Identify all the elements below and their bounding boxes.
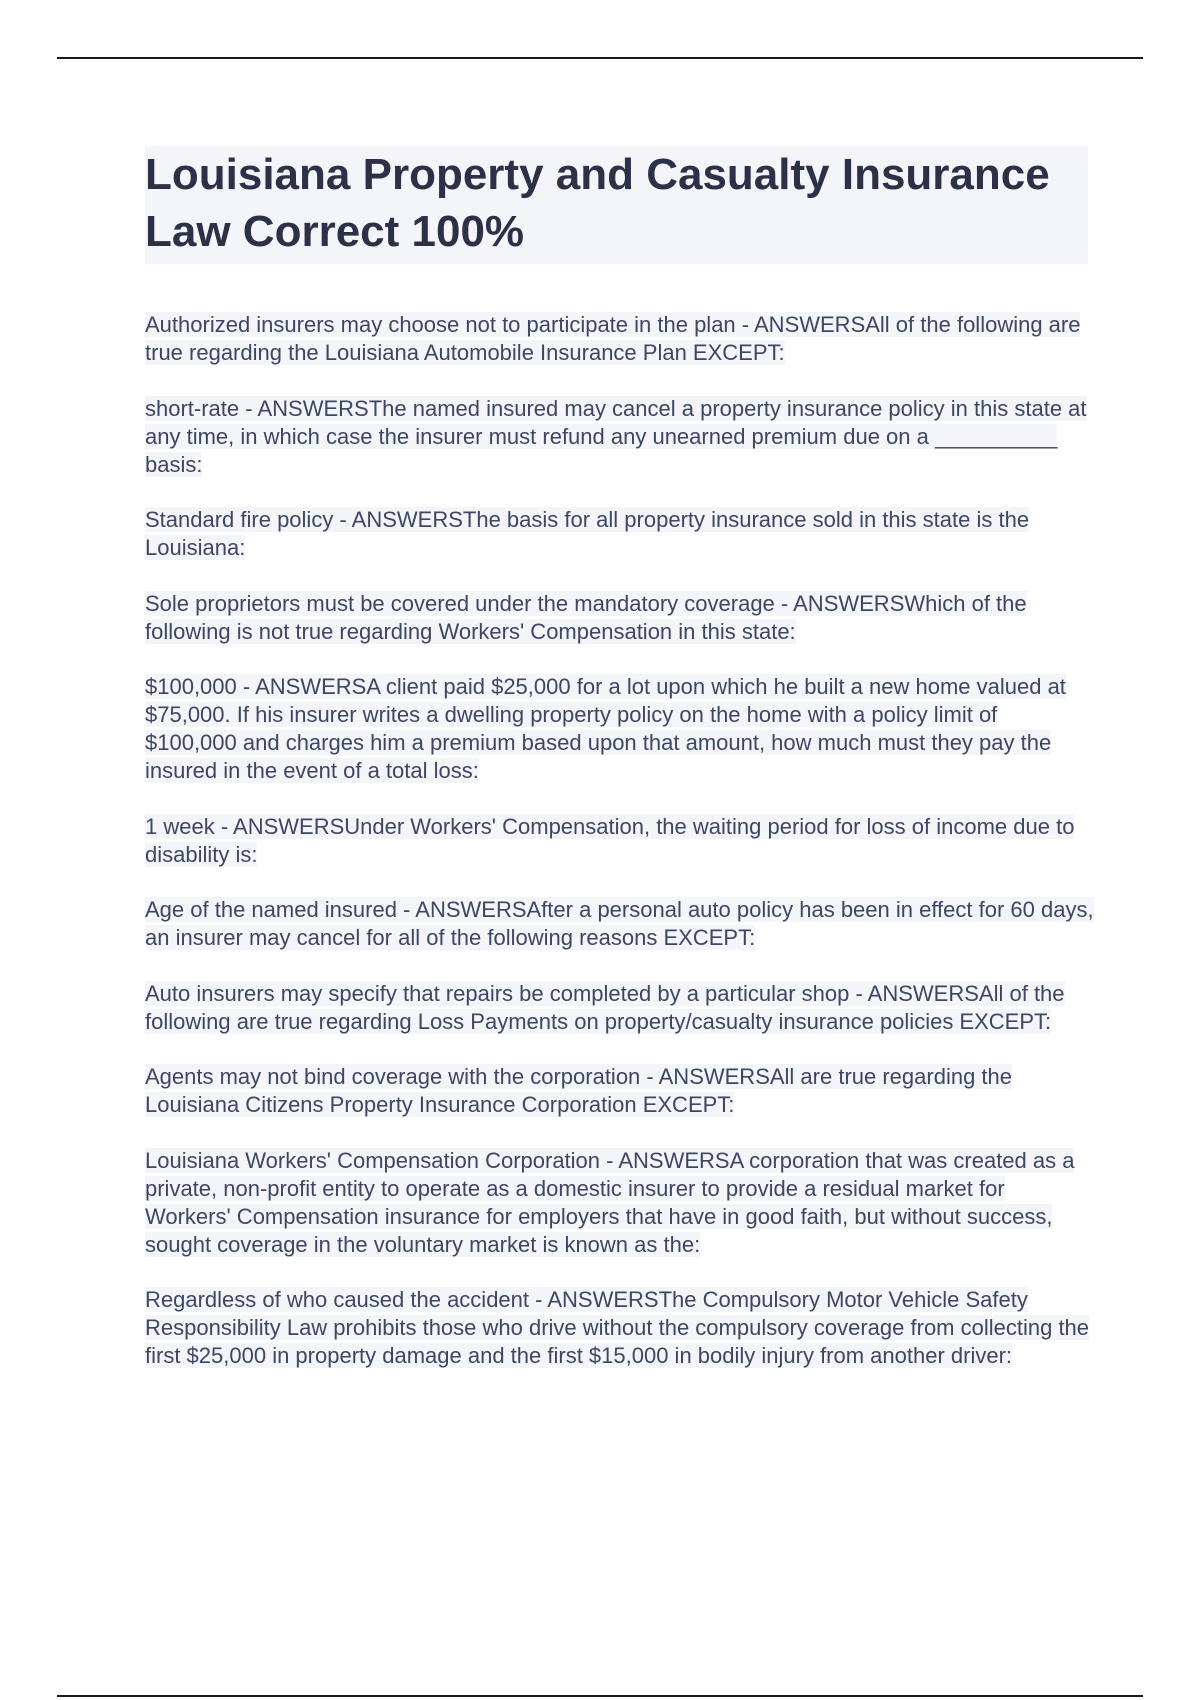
- bottom-rule: [57, 1695, 1143, 1697]
- qa-item-text: Standard fire policy - ANSWERSThe basis for all property insurance sold in this state is the Louisiana:: [145, 507, 1030, 560]
- qa-item-text: Sole proprietors must be covered under the mandatory coverage - ANSWERSWhich of the following is not true regarding Workers' Compensation in this state:: [145, 590, 1027, 644]
- qa-item: [145, 673, 1095, 785]
- qa-item-text: Authorized insurers may choose not to participate in the plan - ANSWERSAll of the following are true regarding the Louisiana Automobile Insurance Plan EXCEPT:: [145, 312, 1081, 365]
- top-rule: [57, 57, 1143, 59]
- qa-item: [145, 980, 1095, 1036]
- qa-item-text: Louisiana Workers' Compensation Corporation - ANSWERSA corporation that was created as a private, non-profit entity to operate as a domestic insurer to provide a residual market for Workers' Compensation insurance for employers that have in good faith, but without success, sought coverage in the voluntary market is known as the:: [145, 1147, 1075, 1257]
- qa-item: [145, 395, 1095, 479]
- page-title: Louisiana Property and Casualty Insurance Law Correct 100%: [145, 150, 1050, 256]
- qa-item-text: Auto insurers may specify that repairs be completed by a particular shop - ANSWERSAll of the following are true regarding Loss Payments on property/casualty insurance policies EXCEPT:: [145, 980, 1065, 1034]
- title-block: [145, 146, 1088, 264]
- qa-list: [145, 311, 1095, 1398]
- qa-item-text: 1 week - ANSWERSUnder Workers' Compensation, the waiting period for loss of income due to disability is:: [145, 813, 1075, 867]
- qa-item-text: Agents may not bind coverage with the corporation - ANSWERSAll are true regarding the Louisiana Citizens Property Insurance Corporation EXCEPT:: [145, 1064, 1013, 1117]
- qa-item-text: Age of the named insured - ANSWERSAfter a personal auto policy has been in effect for 60 days, an insurer may cancel for all of the following reasons EXCEPT:: [145, 897, 1094, 950]
- qa-item: [145, 506, 1095, 562]
- qa-item-text: $100,000 - ANSWERSA client paid $25,000 for a lot upon which he built a new home valued at $75,000. If his insurer writes a dwelling property policy on the home with a policy limit of $100,000 and charges him a premium based upon that amount, how much must they pay the insured in the event of a total loss:: [145, 674, 1066, 783]
- qa-item: [145, 1286, 1095, 1370]
- qa-item: [145, 1147, 1095, 1259]
- qa-item: [145, 1063, 1095, 1119]
- qa-item: [145, 896, 1095, 952]
- qa-item-text: short-rate - ANSWERSThe named insured may cancel a property insurance policy in this state at any time, in which case the insurer must refund any unearned premium due on a __________ basis:: [145, 395, 1087, 477]
- qa-item: [145, 813, 1095, 869]
- qa-item-text: Regardless of who caused the accident - ANSWERSThe Compulsory Motor Vehicle Safety Responsibility Law prohibits those who drive without the compulsory coverage from collecting the first $25,000 in property damage and the first $15,000 in bodily injury from another driver:: [145, 1287, 1090, 1368]
- qa-item: [145, 311, 1095, 367]
- qa-item: [145, 590, 1095, 646]
